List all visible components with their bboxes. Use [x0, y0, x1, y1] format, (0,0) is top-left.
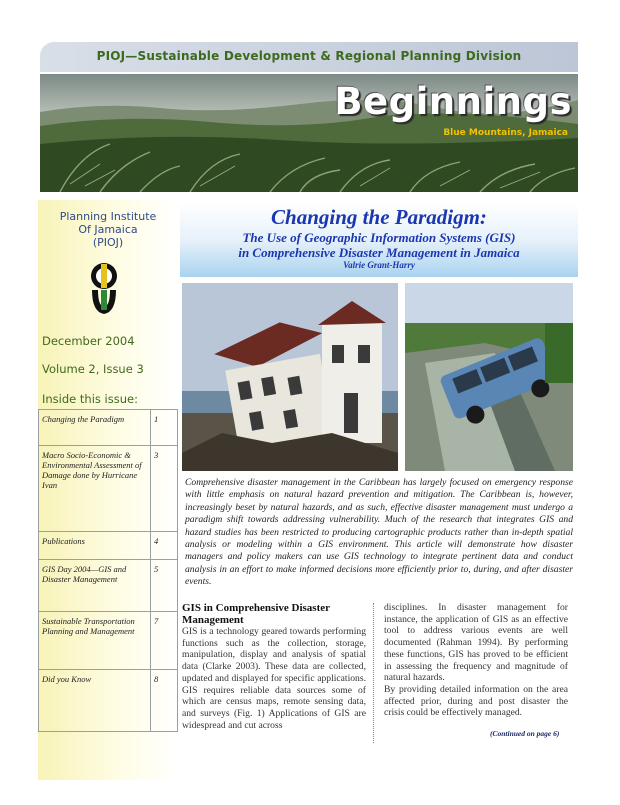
continued-link[interactable]: (Continued on page 6)	[490, 729, 560, 738]
toc-page: 5	[151, 560, 178, 612]
division-name: PIOJ—Sustainable Development & Regional Planning Division	[96, 49, 522, 63]
article-abstract: Comprehensive disaster management in the Caribbean has largely focused on emergency response with little emphasis on natural hazard prevention and mitigation. The Caribbean is, however, increasingly beset by natural hazards, and as such, effective disaster management must undergo a paradigm shift towards addressing vulnerability. Much of the research that integrates GIS and hazard studies has been restricted to producing cartographic products rather than in-depth spatial analysis or modeling within a GIS environment. This article will demonstrate how disaster managers and policy makers can use GIS technology to integrate pertinent data and conduct analysis in an effort to make informed decisions more efficiently prior to, during, and after disaster events.	[185, 477, 573, 588]
toc-title[interactable]: Did you Know	[39, 670, 151, 732]
masthead-banner	[40, 74, 578, 192]
section-heading: GIS in Comprehensive Disaster Management	[182, 602, 330, 626]
article-subtitle-1: The Use of Geographic Information Systems (GIS)	[242, 230, 516, 245]
column-right	[384, 602, 568, 719]
toc-page: 3	[151, 446, 178, 532]
division-band	[40, 42, 578, 72]
sidebar	[38, 200, 178, 780]
toc-row[interactable]	[39, 410, 178, 446]
table-of-contents	[38, 409, 178, 732]
org-line-2: Of Jamaica	[78, 223, 138, 236]
banner-caption: Blue Mountains, Jamaica	[443, 128, 568, 138]
article-subtitle-2: in Comprehensive Disaster Management in Jamaica	[238, 245, 520, 260]
toc-row[interactable]	[39, 670, 178, 732]
pioj-logo-icon	[84, 260, 124, 318]
org-line-1: Planning Institute	[59, 210, 157, 223]
column-left	[182, 602, 366, 731]
collapsed-house-photo	[182, 283, 398, 471]
toc-row[interactable]	[39, 446, 178, 532]
toc-page: 8	[151, 670, 178, 732]
article-header	[180, 203, 578, 277]
newsletter-title: Beginnings	[334, 80, 572, 123]
toc-title[interactable]: Macro Socio-Economic & Environmental Assessment of Damage done by Hurricane Ivan	[39, 446, 151, 532]
article-title: Changing the Paradigm:	[271, 205, 487, 229]
toc-title[interactable]: GIS Day 2004—GIS and Disaster Management	[39, 560, 151, 612]
org-line-3: (PIOJ)	[92, 236, 124, 249]
toc-page: 1	[151, 410, 178, 446]
column-left-body: GIS is a technology geared towards performing functions such as the collection, storage, manipulation, display and analysis of spatial data (Clarke 2003). These data are collected, updated and displayed for specific applications. GIS requires reliable data sources some of which are census maps, remote sensing data, and surveys (Fig. 1) Applications of GIS are widespread and cut across	[182, 626, 366, 731]
article-author: Valrie Grant-Harry	[343, 260, 415, 270]
toc-title[interactable]: Publications	[39, 532, 151, 560]
toc-title[interactable]: Changing the Paradigm	[39, 410, 151, 446]
car-in-gully-photo	[405, 283, 573, 471]
toc-row[interactable]	[39, 612, 178, 670]
inside-issue-label: Inside this issue:	[42, 392, 138, 406]
issue-date: December 2004	[42, 334, 135, 348]
toc-row[interactable]	[39, 532, 178, 560]
toc-title[interactable]: Sustainable Transportation Planning and Management	[39, 612, 151, 670]
column-right-para-1: disciplines. In disaster management for instance, the application of GIS as an effective tool to address various events are well documented (Rahman 1994). By performing these functions, GIS has proved to be efficient in assessing the frequency and magnitude of natural hazards.	[384, 602, 568, 684]
organization-name	[38, 210, 178, 249]
column-divider	[373, 603, 374, 743]
toc-page: 7	[151, 612, 178, 670]
toc-page: 4	[151, 532, 178, 560]
toc-row[interactable]	[39, 560, 178, 612]
issue-volume: Volume 2, Issue 3	[42, 362, 144, 376]
column-right-para-2: By providing detailed information on the area affected prior, during and post disaster the crisis could be effectively managed.	[384, 683, 568, 719]
